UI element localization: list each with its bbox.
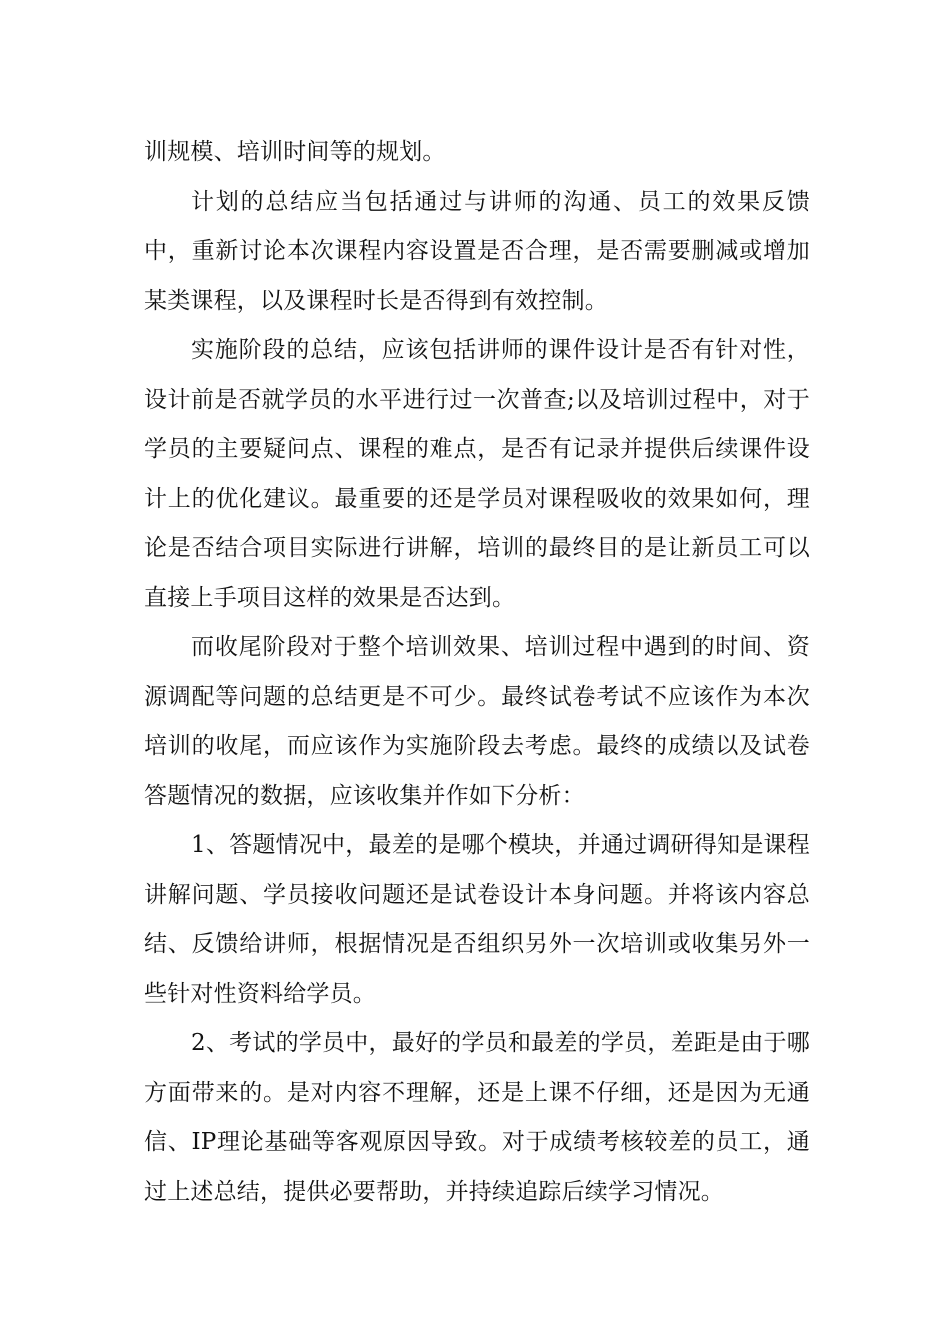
document-body	[144, 128, 810, 1217]
paragraph-plan-summary: 计划的总结应当包括通过与讲师的沟通、员工的效果反馈中，重新讨论本次课程内容设置是否合理，是否需要删减或增加某类课程，以及课程时长是否得到有效控制。	[144, 188, 810, 314]
paragraph-analysis-item-1: 1、答题情况中，最差的是哪个模块，并通过调研得知是课程讲解问题、学员接收问题还是试卷设计本身问题。并将该内容总结、反馈给讲师，根据情况是否组织另外一次培训或收集另外一些针对性资料给学员。	[144, 832, 810, 1007]
paragraph-continuation: 训规模、培训时间等的规划。	[144, 139, 446, 165]
paragraph-implementation-summary: 实施阶段的总结，应该包括讲师的课件设计是否有针对性，设计前是否就学员的水平进行过一次普查;以及培训过程中，对于学员的主要疑问点、课程的难点，是否有记录并提供后续课件设计上的优化建议。最重要的还是学员对课程吸收的效果如何，理论是否结合项目实际进行讲解，培训的最终目的是让新员工可以直接上手项目这样的效果是否达到。	[144, 337, 810, 611]
paragraph-closing-summary: 而收尾阶段对于整个培训效果、培训过程中遇到的时间、资源调配等问题的总结更是不可少。最终试卷考试不应该作为本次培训的收尾，而应该作为实施阶段去考虑。最终的成绩以及试卷答题情况的数据，应该收集并作如下分析：	[144, 634, 810, 809]
paragraph-analysis-item-2: 2、考试的学员中，最好的学员和最差的学员，差距是由于哪方面带来的。是对内容不理解，还是上课不仔细，还是因为无通信、IP理论基础等客观原因导致。对于成绩考核较差的员工，通过上述总结，提供必要帮助，并持续追踪后续学习情况。	[144, 1030, 810, 1205]
